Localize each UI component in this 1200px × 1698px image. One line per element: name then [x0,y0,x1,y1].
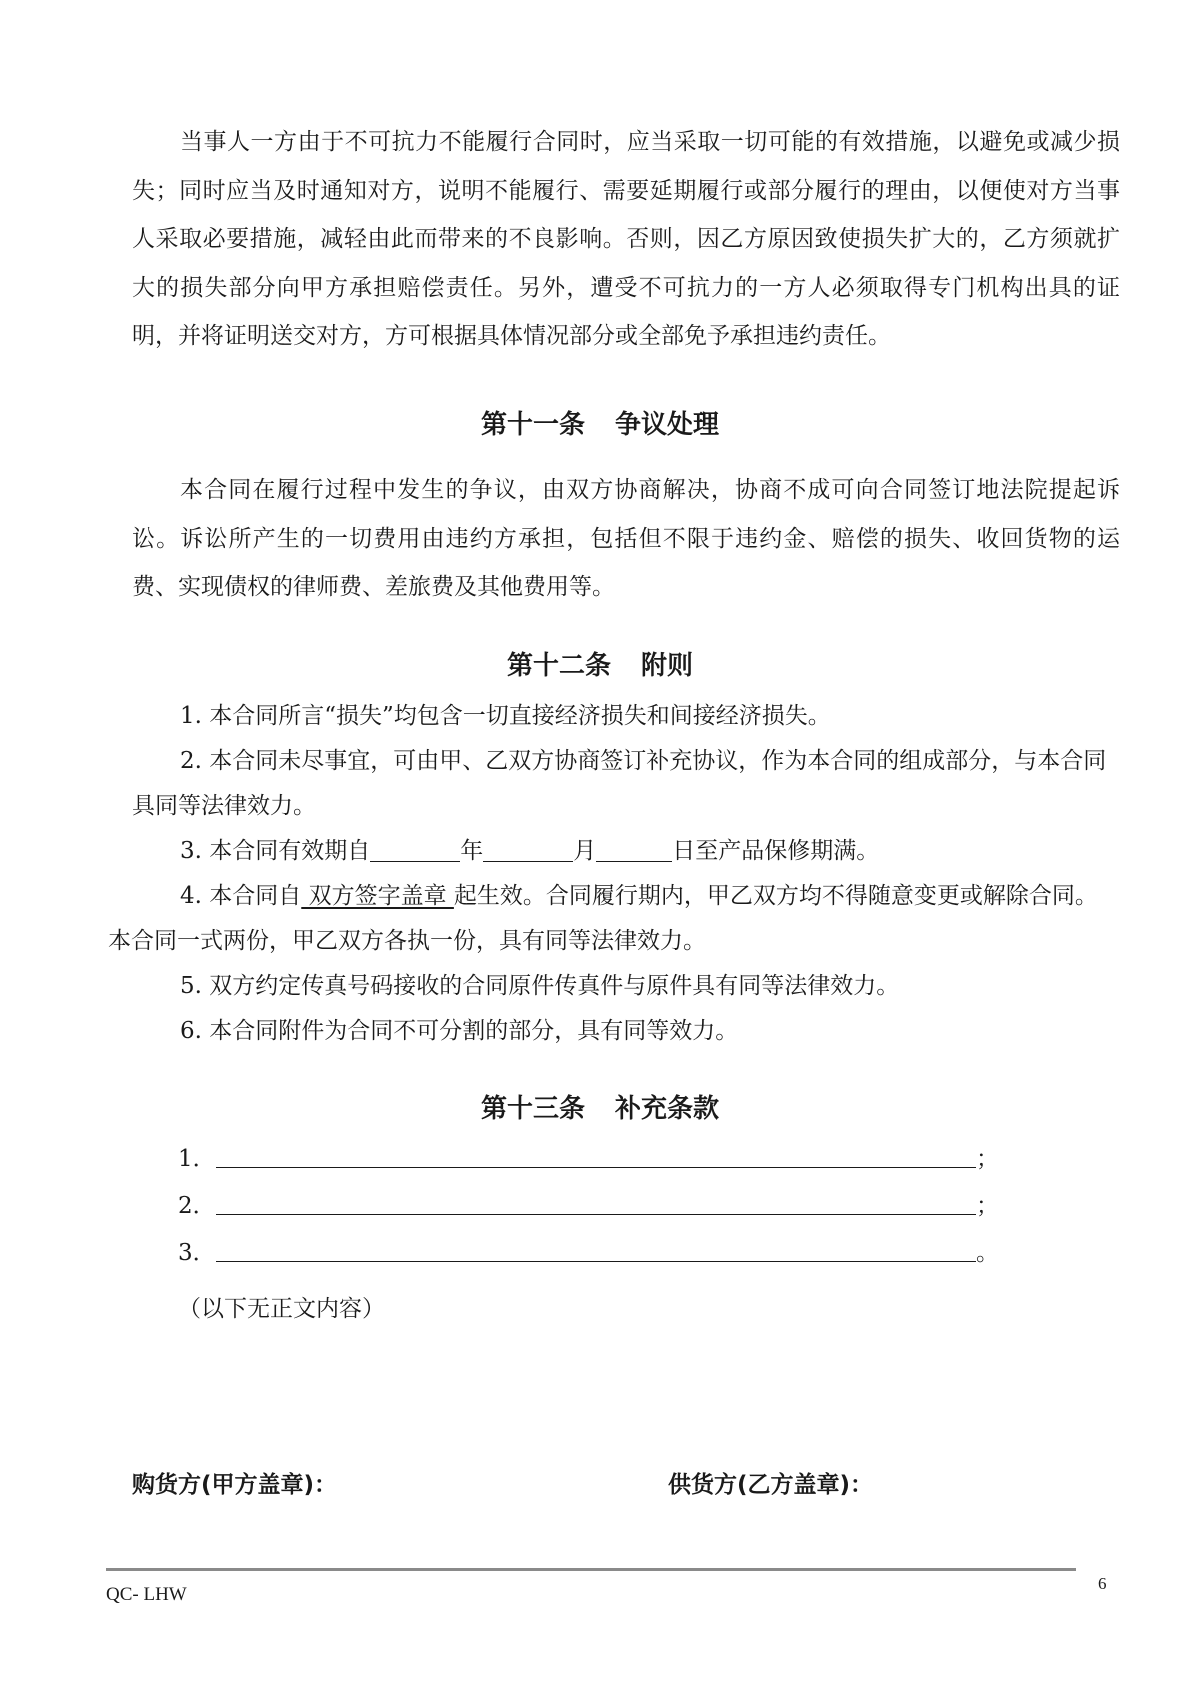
supplementary-item-2 [178,1191,999,1221]
clause-12-item-3 [132,829,1120,874]
force-majeure-paragraph: 当事人一方由于不可抗力不能履行合同时，应当采取一切可能的有效措施，以避免或减少损失；同时应当及时通知对方，说明不能履行、需要延期履行或部分履行的理由，以便使对方当事人采取必要措施，减轻由此而带来的不良影响。否则，因乙方原因致使损失扩大的，乙方须就扩大的损失部分向甲方承担赔偿责任。另外，遭受不可抗力的一方人必须取得专门机构出具的证明，并将证明送交对方，方可根据具体情况部分或全部免予承担违约责任。 [132,129,1120,349]
clause-12-item-6: 6. 本合同附件为合同不可分割的部分，具有同等效力。 [180,1018,739,1044]
clause-11-number: 第十一条 [480,410,585,440]
clause-12-title: 附则 [641,651,694,681]
supplementary-blank-line[interactable] [216,1145,976,1168]
effect-prefix: 4. 本合同自 [180,883,302,909]
clause-12-heading [0,645,1200,682]
year-blank[interactable] [370,835,460,862]
supplementary-blank-line[interactable] [216,1192,976,1215]
footer-divider [106,1568,1076,1571]
clause-11-title: 争议处理 [615,410,720,440]
clause-13-heading [0,1088,1200,1125]
effect-suffix: 起生效。合同履行期内，甲乙双方均不得随意变更或解除合同。本合同一式两份，甲乙双方各执一份，具有同等法律效力。 [108,883,1098,954]
month-label: 月 [573,838,597,864]
day-blank[interactable] [596,835,672,862]
month-blank[interactable] [483,835,573,862]
supplementary-item-number: 1． [178,1146,216,1172]
clause-13-title: 补充条款 [615,1094,720,1124]
dispute-paragraph: 本合同在履行过程中发生的争议，由双方协商解决，协商不成可向合同签订地法院提起诉讼。诉讼所产生的一切费用由违约方承担，包括但不限于违约金、赔偿的损失、收回货物的运费、实现债权的律师费、差旅费及其他费用等。 [132,477,1120,600]
supplementary-item-3 [178,1238,999,1268]
supplementary-item-end: ； [976,1193,999,1219]
clause-12-item-1: 1. 本合同所言“损失”均包含一切直接经济损失和间接经济损失。 [180,703,831,729]
clause-12-item-5: 5. 双方约定传真号码接收的合同原件传真件与原件具有同等法律效力。 [180,973,900,999]
clause-12-item-2: 2. 本合同未尽事宜，可由甲、乙双方协商签订补充协议，作为本合同的组成部分，与本合同具同等法律效力。 [132,748,1107,819]
buyer-signature-label: 购货方(甲方盖章)： [132,1472,338,1498]
year-label: 年 [460,838,484,864]
supplementary-item-number: 3． [178,1240,216,1266]
supplier-signature-label: 供货方(乙方盖章)： [668,1472,874,1498]
clause-12-number: 第十二条 [506,651,611,681]
page-number: 6 [1098,1574,1107,1593]
supplementary-item-1 [178,1144,999,1174]
supplementary-blank-line[interactable] [216,1239,976,1262]
document-code: QC- LHW [106,1584,187,1605]
no-more-text-note: （以下无正文内容） [178,1296,385,1322]
supplementary-item-end: ； [976,1146,999,1172]
validity-suffix: 日至产品保修期满。 [672,838,880,864]
clause-13-number: 第十三条 [480,1094,585,1124]
clause-12-item-4 [108,874,1120,964]
effect-condition: 双方签字盖章 [301,883,454,909]
supplementary-item-number: 2． [178,1193,216,1219]
supplementary-item-end: 。 [976,1240,999,1266]
validity-prefix: 3. 本合同有效期自 [180,838,371,864]
clause-11-heading [0,404,1200,441]
